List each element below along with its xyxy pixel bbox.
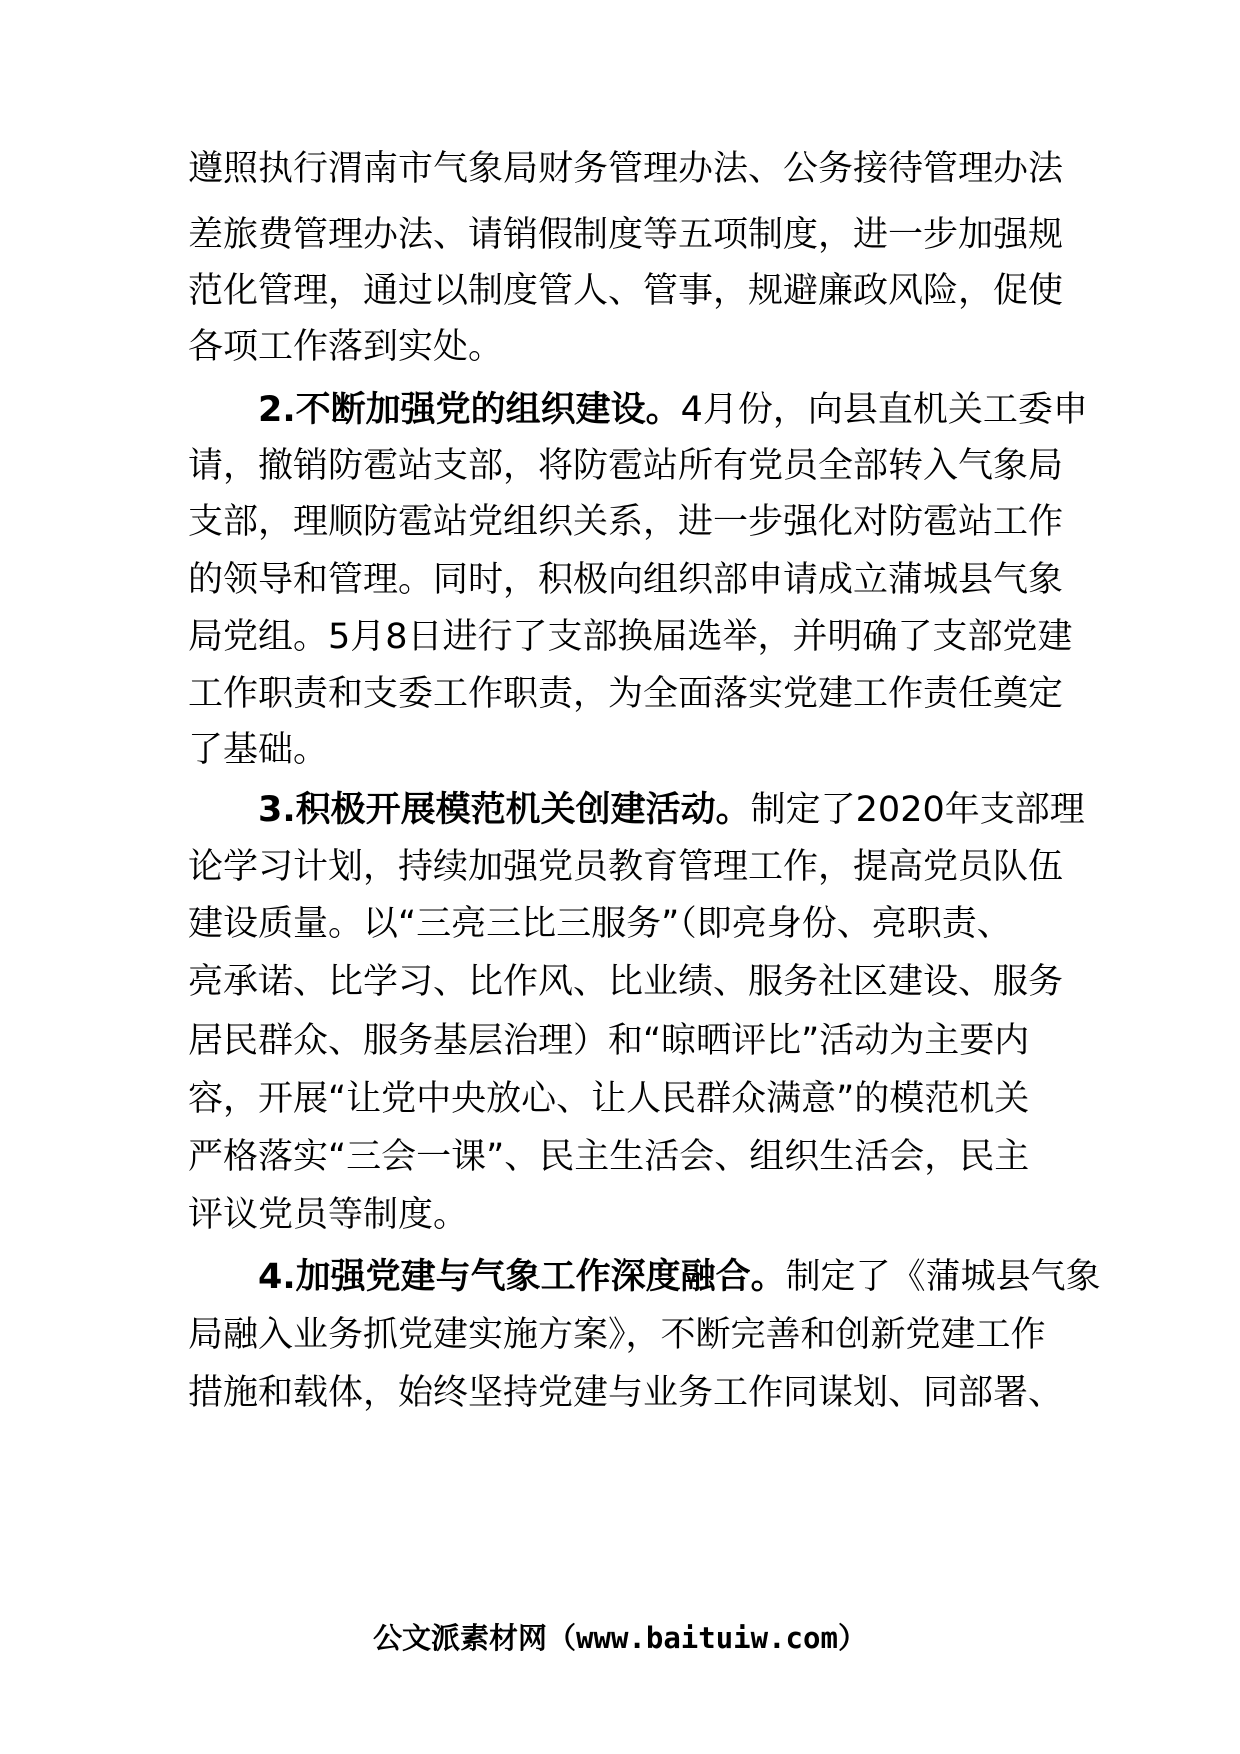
para2-line-2: 请，撤销防雹站支部，将防雹站所有党员全部转入气象局: [188, 446, 1064, 486]
para1-line-1: 遵照执行渭南市气象局财务管理办法、公务接待管理办法: [188, 149, 1064, 189]
para2-line-5: 局党组。5月8日进行了支部换届选举，并明确了支部党建: [188, 617, 1073, 657]
para2-line-6: 工作职责和支委工作职责，为全面落实党建工作责任奠定: [188, 674, 1064, 714]
para4-line-3: 措施和载体，始终坚持党建与业务工作同谋划、同部署、: [188, 1373, 1064, 1413]
para3-line-1-text: 制定了2020年支部理: [750, 790, 1085, 830]
para1-line-3: 范化管理，通过以制度管人、管事，规避廉政风险，促使: [188, 271, 1064, 311]
para1-line-2: 差旅费管理办法、请销假制度等五项制度，进一步加强规: [188, 215, 1064, 255]
para3-line-6: 容，开展“让党中央放心、让人民群众满意”的模范机关: [188, 1079, 1030, 1119]
para4-heading: 4.加强党建与气象工作深度融合。: [258, 1257, 786, 1297]
para3-line-5: 居民群众、服务基层治理）和“晾晒评比”活动为主要内: [188, 1021, 1030, 1061]
para2-line-7: 了基础。: [188, 730, 329, 770]
para4-line-2: 局融入业务抓党建实施方案》，不断完善和创新党建工作: [188, 1315, 1046, 1355]
para4-line-1: [258, 1244, 1101, 1310]
para4-line-1-text: 制定了《蒲城县气象: [785, 1257, 1101, 1297]
para2-heading: 2.不断加强党的组织建设。: [258, 390, 681, 430]
para2-line-3: 支部，理顺防雹站党组织关系，进一步强化对防雹站工作: [188, 502, 1064, 542]
para3-line-3: 建设质量。以“三亮三比三服务”（即亮身份、亮职责、: [188, 904, 1012, 944]
footer-label: 公文派素材网: [373, 1621, 548, 1655]
para3-line-7: 严格落实“三会一课”、民主生活会、组织生活会，民主: [188, 1137, 1030, 1177]
para3-heading: 3.积极开展模范机关创建活动。: [258, 790, 751, 830]
para1-line-4: 各项工作落到实处。: [188, 327, 504, 367]
para2-line-4: 的领导和管理。同时，积极向组织部申请成立蒲城县气象: [188, 560, 1064, 600]
para3-line-8: 评议党员等制度。: [188, 1195, 469, 1235]
para2-line-1-text: 4月份，向县直机关工委申: [680, 390, 1088, 430]
footer-site: （www.baituiw.com）: [547, 1621, 867, 1655]
footer-watermark: [0, 1610, 1240, 1666]
para3-line-2: 论学习计划，持续加强党员教育管理工作，提高党员队伍: [188, 847, 1064, 887]
para3-line-4: 亮承诺、比学习、比作风、比业绩、服务社区建设、服务: [188, 962, 1064, 1002]
